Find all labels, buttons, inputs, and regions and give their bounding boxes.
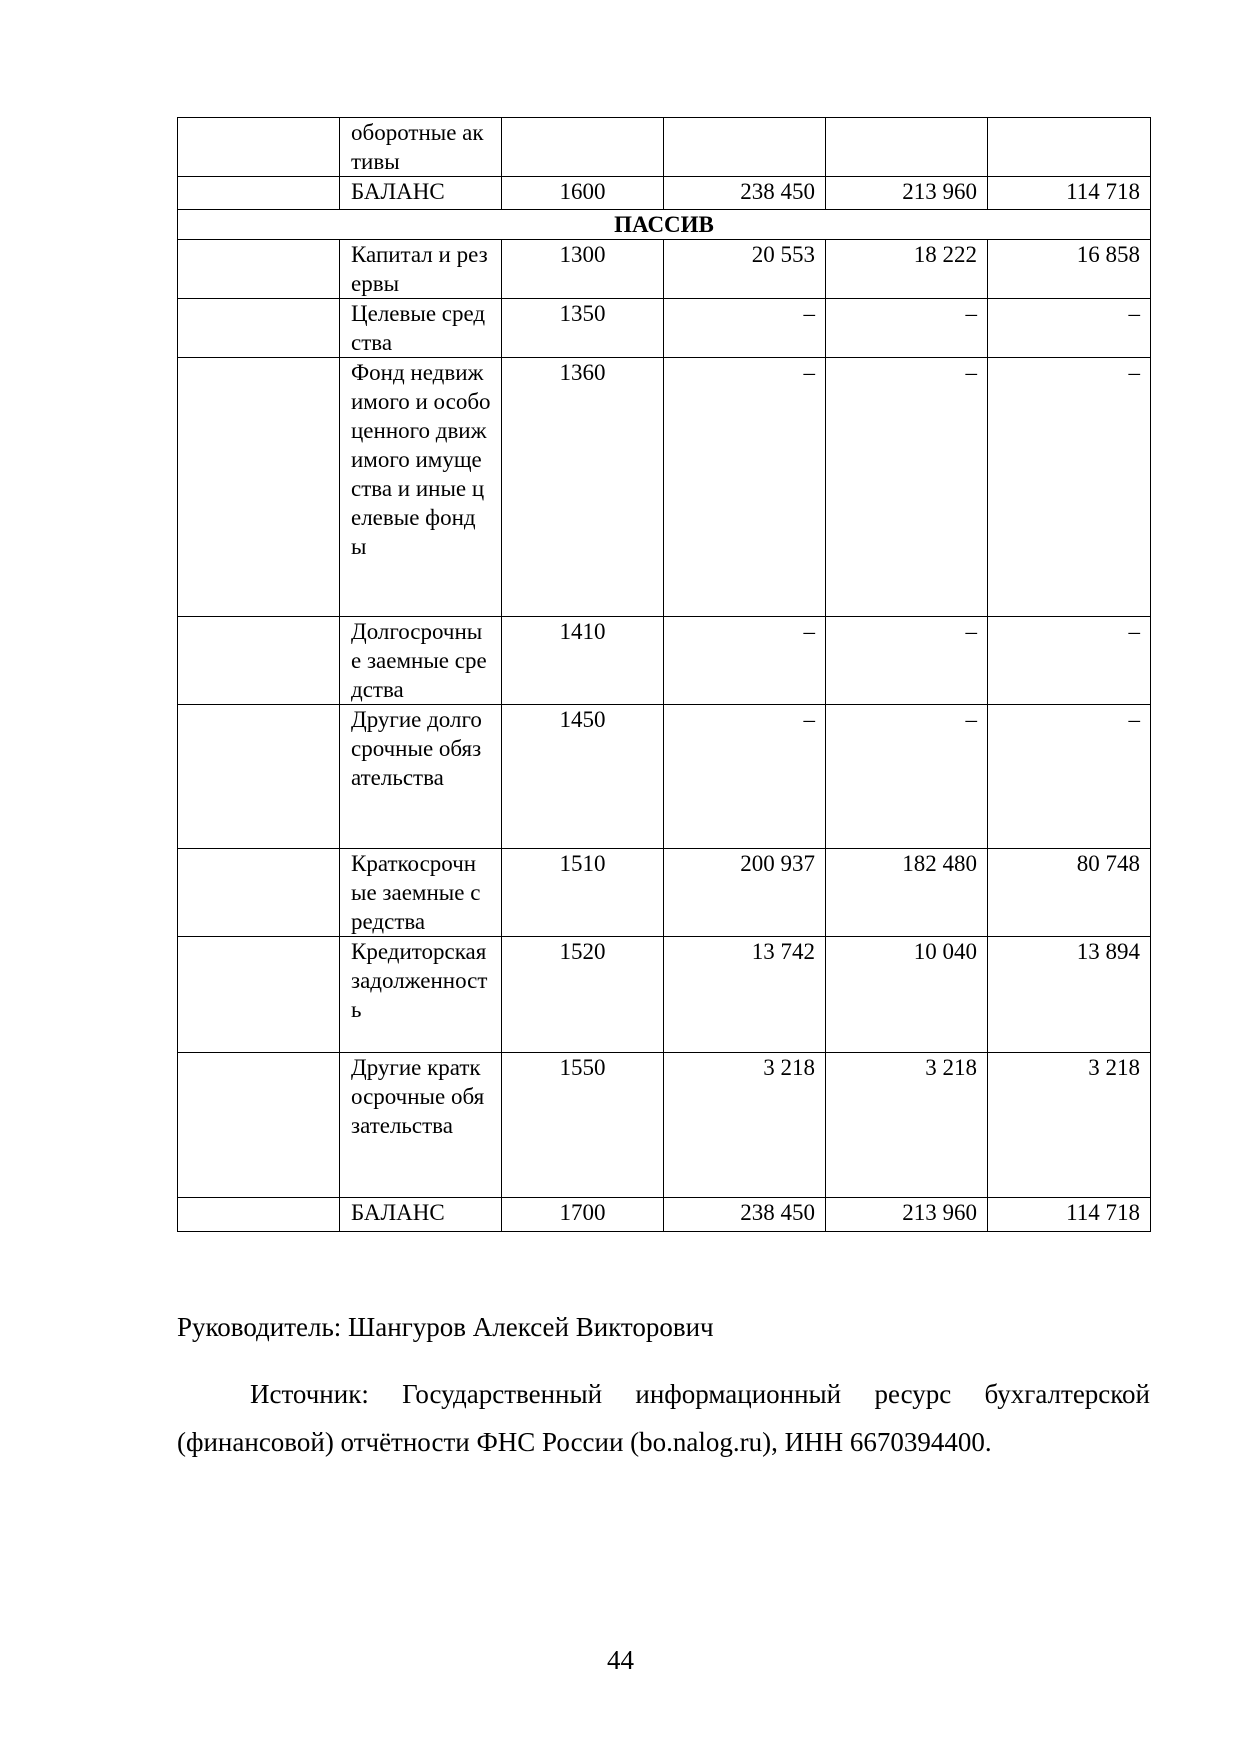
empty-cell [178, 358, 340, 617]
table-row [178, 849, 1151, 937]
empty-cell [178, 1053, 340, 1198]
row-code: 1510 [502, 849, 664, 937]
table-row [178, 1053, 1151, 1198]
value-cell: – [988, 617, 1151, 705]
row-code: 1600 [502, 177, 664, 210]
table-row [178, 177, 1151, 210]
page-number: 44 [607, 1645, 634, 1675]
row-label: оборотные активы [340, 118, 502, 177]
row-label: Капитал и резервы [340, 240, 502, 299]
row-label: БАЛАНС [340, 1198, 502, 1232]
table-row [178, 299, 1151, 358]
value-cell: – [826, 617, 988, 705]
value-cell: 18 222 [826, 240, 988, 299]
row-label: Кредиторская задолженность [340, 937, 502, 1053]
value-cell: 10 040 [826, 937, 988, 1053]
value-cell: 114 718 [988, 1198, 1151, 1232]
row-code: 1300 [502, 240, 664, 299]
row-code: 1700 [502, 1198, 664, 1232]
value-cell: – [826, 299, 988, 358]
value-cell: 13 742 [664, 937, 826, 1053]
empty-cell [178, 1198, 340, 1232]
empty-cell [178, 705, 340, 849]
empty-cell [178, 937, 340, 1053]
value-cell: – [988, 299, 1151, 358]
value-cell: 200 937 [664, 849, 826, 937]
row-label: Долгосрочные заемные средства [340, 617, 502, 705]
table-row [178, 118, 1151, 177]
row-code: 1520 [502, 937, 664, 1053]
value-cell: – [826, 705, 988, 849]
row-code: 1350 [502, 299, 664, 358]
value-cell: 213 960 [826, 1198, 988, 1232]
value-cell: 114 718 [988, 177, 1151, 210]
value-cell: 3 218 [826, 1053, 988, 1198]
table-row [178, 937, 1151, 1053]
value-cell: – [988, 705, 1151, 849]
value-cell: 20 553 [664, 240, 826, 299]
row-label: Целевые средства [340, 299, 502, 358]
row-code: 1550 [502, 1053, 664, 1198]
row-label: Фонд недвижимого и особо ценного движимого имущества и иные целевые фонды [340, 358, 502, 617]
value-cell: 238 450 [664, 1198, 826, 1232]
section-title: ПАССИВ [178, 210, 1151, 240]
table-row [178, 358, 1151, 617]
table-row [178, 240, 1151, 299]
value-cell: 3 218 [664, 1053, 826, 1198]
row-label: Другие долгосрочные обязательства [340, 705, 502, 849]
value-cell: 13 894 [988, 937, 1151, 1053]
value-cell: – [988, 358, 1151, 617]
manager-line: Руководитель: Шангуров Алексей Викторович [177, 1312, 714, 1342]
value-cell [664, 118, 826, 177]
source-paragraph: Источник: Государственный информационный ресурс бухгалтерской (финансовой) отчётности ФНС России (bo.nalog.ru), ИНН 6670394400. [177, 1379, 1150, 1457]
value-cell [826, 118, 988, 177]
empty-cell [178, 240, 340, 299]
value-cell: 80 748 [988, 849, 1151, 937]
value-cell: 182 480 [826, 849, 988, 937]
balance-sheet-table [177, 117, 1151, 1232]
empty-cell [178, 617, 340, 705]
row-label: Краткосрочные заемные средства [340, 849, 502, 937]
row-code: 1450 [502, 705, 664, 849]
value-cell [988, 118, 1151, 177]
row-code: 1410 [502, 617, 664, 705]
table-row [178, 1198, 1151, 1232]
section-header-row [178, 210, 1151, 240]
empty-cell [178, 299, 340, 358]
value-cell: 3 218 [988, 1053, 1151, 1198]
row-label: Другие краткосрочные обязательства [340, 1053, 502, 1198]
table-row [178, 705, 1151, 849]
value-cell: – [664, 617, 826, 705]
row-label: БАЛАНС [340, 177, 502, 210]
value-cell: – [664, 299, 826, 358]
table-row [178, 617, 1151, 705]
row-code [502, 118, 664, 177]
row-code: 1360 [502, 358, 664, 617]
empty-cell [178, 177, 340, 210]
empty-cell [178, 118, 340, 177]
empty-cell [178, 849, 340, 937]
value-cell: – [664, 358, 826, 617]
value-cell: 16 858 [988, 240, 1151, 299]
value-cell: 213 960 [826, 177, 988, 210]
value-cell: 238 450 [664, 177, 826, 210]
value-cell: – [826, 358, 988, 617]
value-cell: – [664, 705, 826, 849]
